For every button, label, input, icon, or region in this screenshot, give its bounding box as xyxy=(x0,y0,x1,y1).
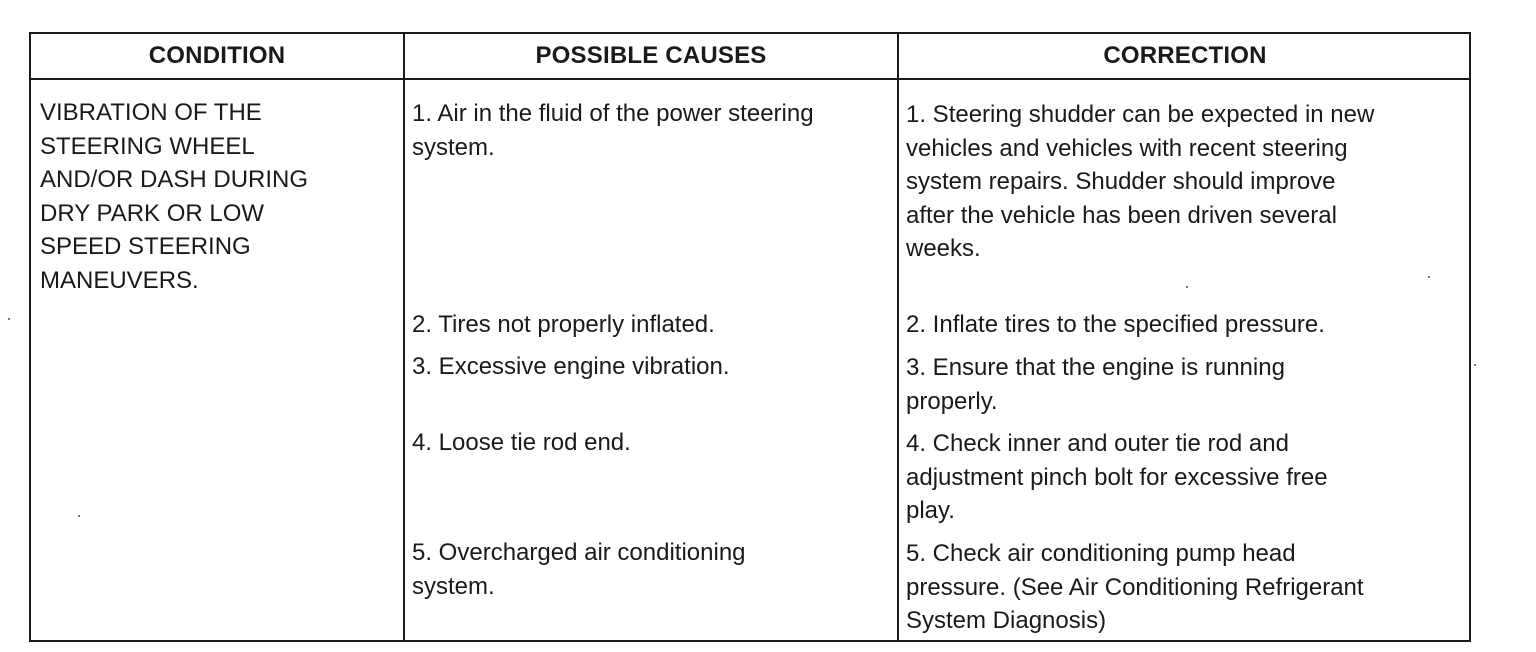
correction-4: 4. Check inner and outer tie rod and adjustment pinch bolt for excessive free play. xyxy=(906,430,1328,524)
scan-speck xyxy=(1428,276,1430,278)
diagnosis-table xyxy=(29,32,1471,642)
cause-5: 5. Overcharged air conditioning system. xyxy=(412,539,746,600)
cause-4: 4. Loose tie rod end. xyxy=(412,429,631,456)
column-divider-1 xyxy=(403,34,405,640)
correction-1: 1. Steering shudder can be expected in new vehicles and vehicles with recent steering system repairs. Shudder should improve after the vehicle has been driven several weeks. xyxy=(906,101,1375,262)
condition-text: VIBRATION OF THE STEERING WHEEL AND/OR DASH DURING DRY PARK OR LOW SPEED STEERING MANEUVERS. xyxy=(40,99,309,294)
cause-2: 2. Tires not properly inflated. xyxy=(412,311,715,338)
correction-2: 2. Inflate tires to the specified pressure. xyxy=(906,311,1325,338)
scan-speck xyxy=(1186,286,1188,288)
header-condition: CONDITION xyxy=(148,42,286,69)
column-divider-2 xyxy=(897,34,899,640)
scan-speck xyxy=(78,515,80,517)
header-correction: CORRECTION xyxy=(1103,42,1267,69)
header-divider xyxy=(31,78,1469,80)
header-possible-causes: POSSIBLE CAUSES xyxy=(535,42,767,69)
scan-speck xyxy=(8,318,10,320)
correction-3: 3. Ensure that the engine is running properly. xyxy=(906,354,1285,415)
cause-1: 1. Air in the fluid of the power steering system. xyxy=(412,100,814,161)
cause-3: 3. Excessive engine vibration. xyxy=(412,353,730,380)
scan-speck xyxy=(1474,364,1476,366)
correction-5: 5. Check air conditioning pump head pressure. (See Air Conditioning Refrigerant System Diagnosis) xyxy=(906,540,1364,634)
